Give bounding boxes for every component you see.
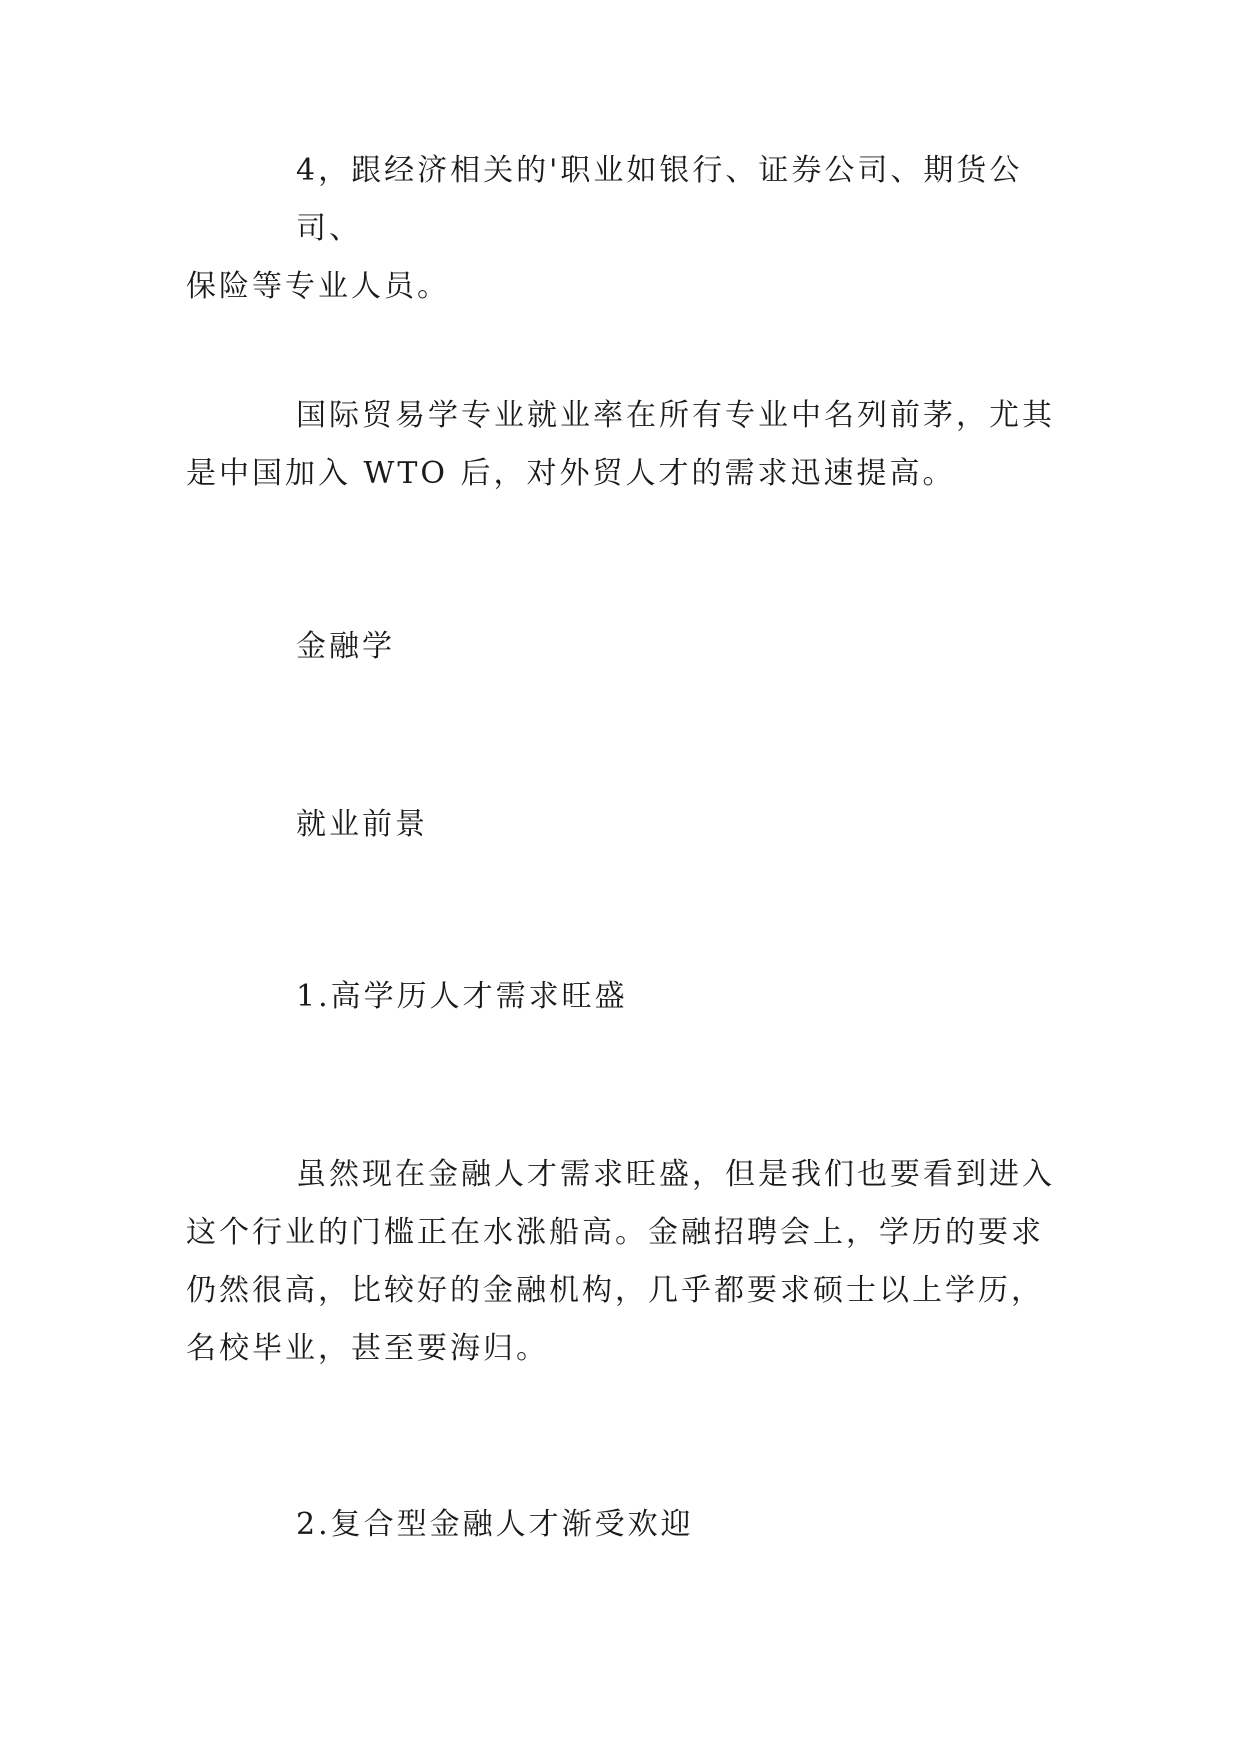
paragraph-line: 保险等专业人员。: [186, 269, 450, 304]
paragraph-line: 这个行业的门槛正在水涨船高。金融招聘会上，学历的要求: [186, 1215, 1044, 1250]
paragraph-high-education-demand: [186, 1146, 1086, 1378]
heading-line: 金融学: [296, 629, 395, 664]
paragraph-line: 名校毕业，甚至要海归。: [186, 1331, 549, 1366]
paragraph-line: 虽然现在金融人才需求旺盛，但是我们也要看到进入: [296, 1157, 1055, 1192]
paragraph-line: 仍然很高，比较好的金融机构，几乎都要求硕士以上学历，: [186, 1273, 1044, 1308]
list-heading-2: [186, 1496, 1086, 1554]
section-heading-finance: [186, 618, 1086, 676]
paragraph-line: 国际贸易学专业就业率在所有专业中名列前茅，尤其: [296, 398, 1055, 433]
paragraph-line: 是中国加入 WTO 后，对外贸人才的需求迅速提高。: [186, 456, 956, 491]
paragraph-line: 4，跟经济相关的'职业如银行、证券公司、期货公司、: [296, 153, 1023, 246]
heading-line: 就业前景: [296, 807, 428, 842]
heading-line: 1.高学历人才需求旺盛: [296, 979, 628, 1014]
list-heading-1: [186, 968, 1086, 1026]
heading-line: 2.复合型金融人才渐受欢迎: [296, 1507, 694, 1542]
paragraph-trade-employment: [186, 387, 1086, 503]
paragraph-related-careers: [186, 142, 1086, 316]
subheading-employment-prospects: [186, 796, 1086, 854]
